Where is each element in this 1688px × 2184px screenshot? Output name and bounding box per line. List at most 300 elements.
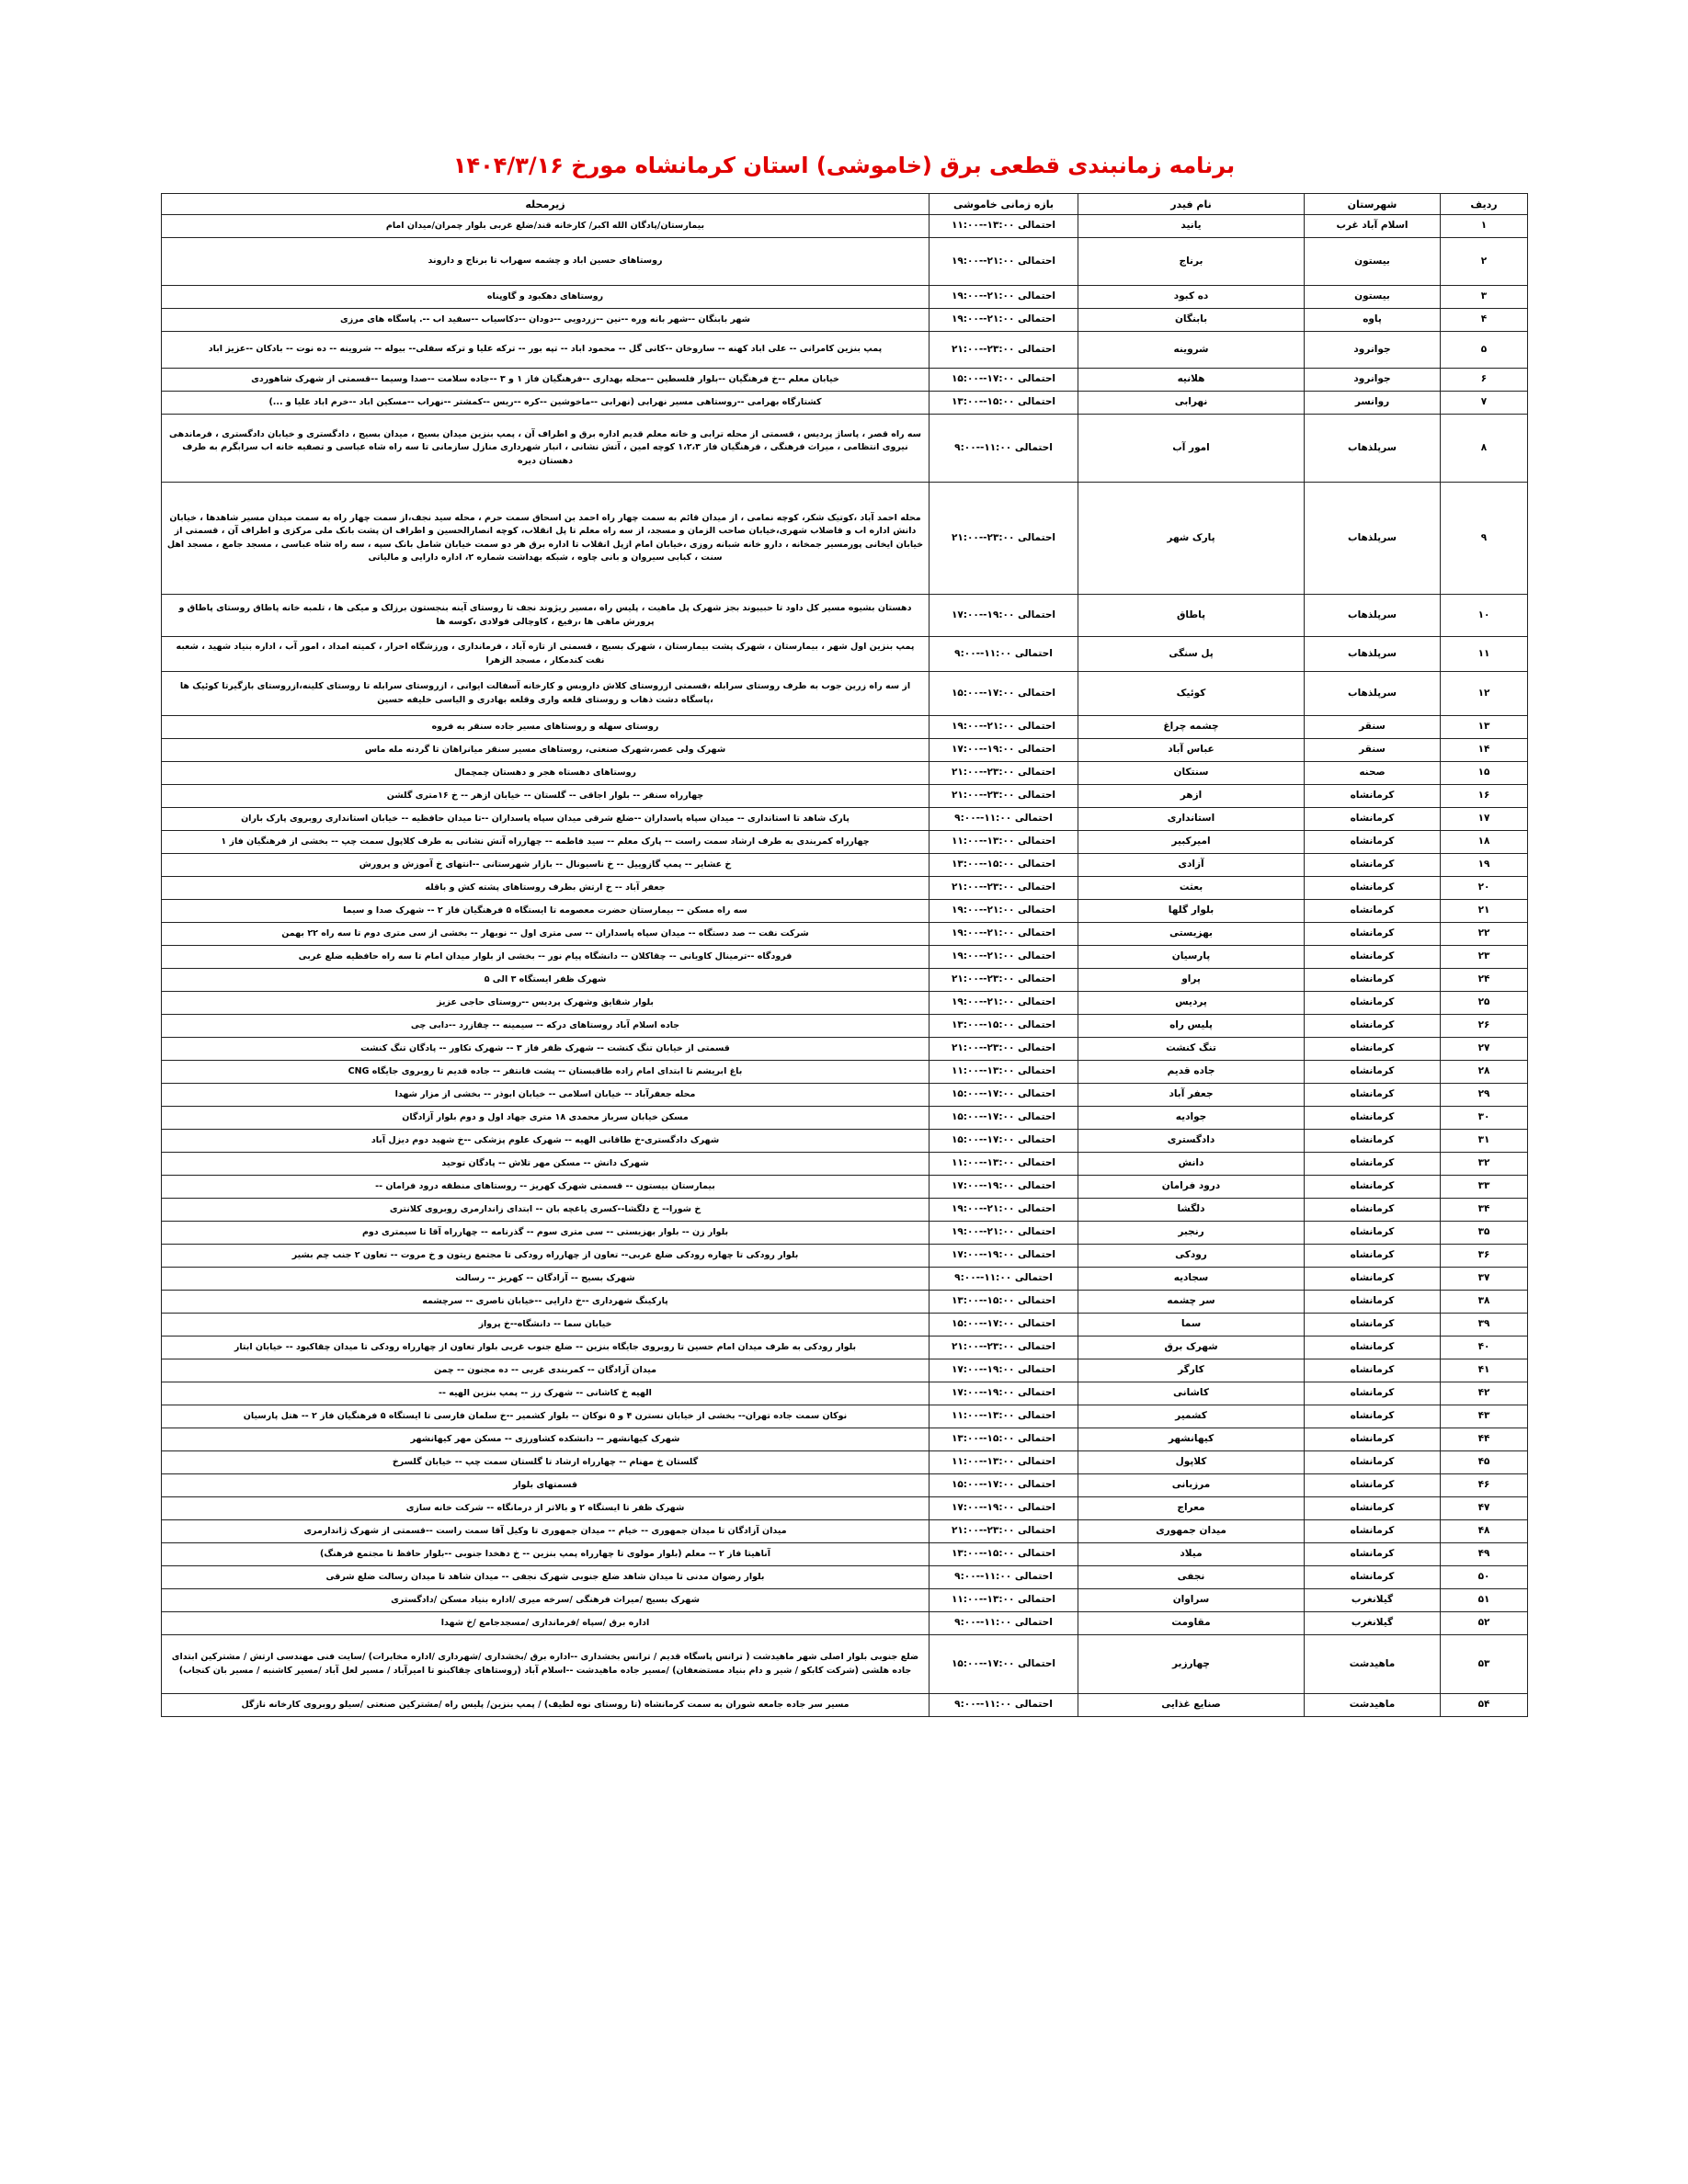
time-cell: احتمالی ۲۳:۰۰--۲۱:۰۰ [930, 785, 1078, 808]
city-cell: کرمانشاه [1305, 946, 1441, 969]
feeder-cell: شروینه [1078, 332, 1305, 369]
row-number-cell: ۴۵ [1441, 1451, 1528, 1474]
row-number-cell: ۳۸ [1441, 1291, 1528, 1314]
feeder-cell: دانش [1078, 1153, 1305, 1176]
city-cell: کرمانشاه [1305, 1291, 1441, 1314]
feeder-cell: جاده قدیم [1078, 1061, 1305, 1084]
subarea-cell: شهر بابنگان --شهر بانه وره --نین --زردویی --دودان --دکاسیاب --سفید اب --. پاسگاه های مرزی [162, 309, 930, 332]
city-cell: کرمانشاه [1305, 1130, 1441, 1153]
feeder-cell: پراو [1078, 969, 1305, 992]
city-cell: کرمانشاه [1305, 1015, 1441, 1038]
table-row [162, 877, 1528, 900]
city-cell: کرمانشاه [1305, 1107, 1441, 1130]
subarea-cell: چهارراه سنقر -- بلوار اجاقی -- گلستان -- خیابان ازهر -- خ ۱۶متری گلشن [162, 785, 930, 808]
feeder-cell: سما [1078, 1314, 1305, 1337]
header-city: شهرستان [1305, 194, 1441, 215]
table-row [162, 637, 1528, 672]
subarea-cell: بلوار زن -- بلوار بهزیستی -- سی متری سوم -- گذرنامه -- چهارراه آقا تا سیمتری دوم [162, 1222, 930, 1245]
row-number-cell: ۲۳ [1441, 946, 1528, 969]
row-number-cell: ۴ [1441, 309, 1528, 332]
city-cell: کرمانشاه [1305, 1314, 1441, 1337]
time-cell: احتمالی ۲۳:۰۰--۲۱:۰۰ [930, 762, 1078, 785]
row-number-cell: ۷ [1441, 392, 1528, 415]
time-cell: احتمالی ۱۹:۰۰--۱۷:۰۰ [930, 1359, 1078, 1382]
row-number-cell: ۳۳ [1441, 1176, 1528, 1199]
city-cell: کرمانشاه [1305, 1245, 1441, 1268]
subarea-cell: از سه راه زرین جوب به طرف روستای سرابله ،قسمتی ازروستای کلاش داروبس و کارخانه آسفالت ایوانی ، ازروستای سرابله تا روستای کلینه،ازروستای بازگیرتا کوئیک ها ،پاسگاه دشت ذهاب و روستای قلعه واری وقلعه بهادری و الیاسی خلیفه حسین [162, 672, 930, 716]
table-row [162, 672, 1528, 716]
time-cell: احتمالی ۲۳:۰۰--۲۱:۰۰ [930, 483, 1078, 595]
table-row [162, 1061, 1528, 1084]
city-cell: سرپلذهاب [1305, 483, 1441, 595]
city-cell: کرمانشاه [1305, 969, 1441, 992]
feeder-cell: پارسیان [1078, 946, 1305, 969]
time-cell: احتمالی ۱۱:۰۰--۹:۰۰ [930, 1566, 1078, 1589]
row-number-cell: ۴۷ [1441, 1497, 1528, 1520]
subarea-cell: روستای سهله و روستاهای مسیر جاده سنقر به فروه [162, 716, 930, 739]
city-cell: کرمانشاه [1305, 1543, 1441, 1566]
table-row [162, 1589, 1528, 1612]
table-row [162, 595, 1528, 637]
table-row [162, 808, 1528, 831]
subarea-cell: قسمتهای بلوار [162, 1474, 930, 1497]
time-cell: احتمالی ۱۹:۰۰--۱۷:۰۰ [930, 1382, 1078, 1405]
row-number-cell: ۳۴ [1441, 1199, 1528, 1222]
row-number-cell: ۱۹ [1441, 854, 1528, 877]
subarea-cell: محله احمد آباد ،کوتیک شکر، کوچه نمامی ، از میدان قائم به سمت چهار راه احمد بن اسحاق سمت حرم ، محله سید نجف،از سمت چهار راه به سمت میدان مسیر شاهدها ، خیابان دانش اداره اب و فاضلاب شهری،خیابان صاحب الزمان و مسجد، از سه راه معلم تا پل انقلاب، کوچه انصارالحسین و اطراف ان پشت بانک ملی مرکزی و اطراف آن ، قسمتی از خیابان ایخانی پورمسیر جمخانه ، دارو خانه شبانه روزی ،خیابان امام ازپل انقلاب تا اداره برق هر دو سمت خیابان شامل بانک سپه ، سه راه شاه عباسی ، مسجد جامع ، مسجد اهل سنت ، کبابی سیروان و بانی چاوه ، شبکه بهداشت شماره ۲، اداره دارایی و مالیاتی [162, 483, 930, 595]
table-row [162, 1107, 1528, 1130]
subarea-cell: بلوار شقایق وشهرک پردیس --روستای حاجی عزیز [162, 992, 930, 1015]
time-cell: احتمالی ۱۷:۰۰--۱۵:۰۰ [930, 1107, 1078, 1130]
city-cell: روانسر [1305, 392, 1441, 415]
city-cell: اسلام آباد غرب [1305, 215, 1441, 238]
table-row [162, 1428, 1528, 1451]
row-number-cell: ۱۶ [1441, 785, 1528, 808]
subarea-cell: گلستان خ مهنام -- چهارراه ارشاد تا گلستان سمت چپ -- خیابان گلسرخ [162, 1451, 930, 1474]
city-cell: بیستون [1305, 238, 1441, 286]
subarea-cell: شهرک بسیج -- آزادگان -- کهریز -- رسالت [162, 1268, 930, 1291]
city-cell: کرمانشاه [1305, 1451, 1441, 1474]
feeder-cell: عباس آباد [1078, 739, 1305, 762]
city-cell: بیستون [1305, 286, 1441, 309]
time-cell: احتمالی ۱۳:۰۰--۱۱:۰۰ [930, 1451, 1078, 1474]
subarea-cell: شهرک ظفر ایستگاه ۳ الی ۵ [162, 969, 930, 992]
table-row [162, 1451, 1528, 1474]
row-number-cell: ۲۷ [1441, 1038, 1528, 1061]
city-cell: کرمانشاه [1305, 1405, 1441, 1428]
subarea-cell: بلوار رضوان مدنی تا میدان شاهد ضلع جنوبی شهرک نجفی -- میدان شاهد تا میدان رسالت ضلع شرقی [162, 1566, 930, 1589]
row-number-cell: ۴۳ [1441, 1405, 1528, 1428]
subarea-cell: آناهیتا فاز ۲ -- معلم (بلوار مولوی تا چهارراه پمپ بنزین -- خ دهخدا جنوبی --بلوار حافظ تا مجتمع فرهنگ) [162, 1543, 930, 1566]
time-cell: احتمالی ۲۱:۰۰--۱۹:۰۰ [930, 1222, 1078, 1245]
subarea-cell: بیمارستان/پادگان الله اکبر/ کارخانه قند/ضلع غربی بلوار چمران/میدان امام [162, 215, 930, 238]
subarea-cell: جعفر آباد -- خ ارتش بطرف روستاهای پشته کش و باقله [162, 877, 930, 900]
table-row [162, 1130, 1528, 1153]
city-cell: سرپلذهاب [1305, 672, 1441, 716]
city-cell: کرمانشاه [1305, 1153, 1441, 1176]
row-number-cell: ۵۳ [1441, 1635, 1528, 1694]
row-number-cell: ۴۰ [1441, 1337, 1528, 1359]
row-number-cell: ۱۵ [1441, 762, 1528, 785]
feeder-cell: جوادیه [1078, 1107, 1305, 1130]
feeder-cell: پل سنگی [1078, 637, 1305, 672]
table-row [162, 1382, 1528, 1405]
subarea-cell: شهرک دادگستری-خ طاقانی الهیه -- شهرک علوم پزشکی --خ شهید دوم دیزل آباد [162, 1130, 930, 1153]
time-cell: احتمالی ۲۱:۰۰--۱۹:۰۰ [930, 900, 1078, 923]
feeder-cell: ده کبود [1078, 286, 1305, 309]
row-number-cell: ۴۴ [1441, 1428, 1528, 1451]
subarea-cell: شهرک بسیج /میراث فرهنگی /سرخه میری /اداره بنیاد مسکن /دادگستری [162, 1589, 930, 1612]
time-cell: احتمالی ۱۳:۰۰--۱۱:۰۰ [930, 1405, 1078, 1428]
feeder-cell: کشمیر [1078, 1405, 1305, 1428]
time-cell: احتمالی ۲۱:۰۰--۱۹:۰۰ [930, 946, 1078, 969]
table-row [162, 1520, 1528, 1543]
table-row [162, 238, 1528, 286]
feeder-cell: پارک شهر [1078, 483, 1305, 595]
row-number-cell: ۲ [1441, 238, 1528, 286]
feeder-cell: دادگستری [1078, 1130, 1305, 1153]
table-row [162, 1405, 1528, 1428]
feeder-cell: مقاومت [1078, 1612, 1305, 1635]
feeder-cell: سنتکان [1078, 762, 1305, 785]
city-cell: کرمانشاه [1305, 1474, 1441, 1497]
row-number-cell: ۱۳ [1441, 716, 1528, 739]
feeder-cell: کارگر [1078, 1359, 1305, 1382]
city-cell: سرپلذهاب [1305, 595, 1441, 637]
table-row [162, 716, 1528, 739]
row-number-cell: ۴۸ [1441, 1520, 1528, 1543]
time-cell: احتمالی ۲۳:۰۰--۲۱:۰۰ [930, 1520, 1078, 1543]
city-cell: سنقر [1305, 739, 1441, 762]
table-row [162, 1612, 1528, 1635]
time-cell: احتمالی ۲۱:۰۰--۱۹:۰۰ [930, 286, 1078, 309]
time-cell: احتمالی ۱۵:۰۰--۱۳:۰۰ [930, 1543, 1078, 1566]
city-cell: کرمانشاه [1305, 1359, 1441, 1382]
time-cell: احتمالی ۱۱:۰۰--۹:۰۰ [930, 808, 1078, 831]
subarea-cell: مسیر سر جاده جامعه شوران به سمت کرمانشاه (تا روستای نوه لطیف) / پمپ بنزین/ پلیس راه /مشترکین صنعتی /سیلو روبروی کارخانه نازگل [162, 1694, 930, 1717]
feeder-cell: جعفر آباد [1078, 1084, 1305, 1107]
city-cell: کرمانشاه [1305, 1497, 1441, 1520]
subarea-cell: شرکت نفت -- صد دستگاه -- میدان سپاه پاسداران -- سی متری اول -- نوبهار -- بخشی از سی متری دوم تا سه راه ۲۲ بهمن [162, 923, 930, 946]
feeder-cell: پاطاق [1078, 595, 1305, 637]
row-number-cell: ۲۵ [1441, 992, 1528, 1015]
city-cell: کرمانشاه [1305, 1199, 1441, 1222]
time-cell: احتمالی ۱۱:۰۰--۹:۰۰ [930, 415, 1078, 483]
page-title: برنامه زمانبندی قطعی برق (خاموشی) استان کرمانشاه مورخ ۱۴۰۴/۳/۱۶ [452, 153, 1236, 178]
header-row-number: ردیف [1441, 194, 1528, 215]
city-cell: کرمانشاه [1305, 1566, 1441, 1589]
time-cell: احتمالی ۲۳:۰۰--۲۱:۰۰ [930, 332, 1078, 369]
subarea-cell: بلوار رودکی تا چهاره رودکی ضلع غربی-- تعاون از چهارراه رودکی تا مجتمع زیتون و خ مروت -- تعاون ۲ جنب چم بشیر [162, 1245, 930, 1268]
subarea-cell: نوکان سمت جاده تهران-- بخشی از خیابان نسترن ۴ و ۵ نوکان -- بلوار کشمیر --خ سلمان فارسی تا ایستگاه ۵ فرهنگیان فاز ۲ -- هتل پارسیان [162, 1405, 930, 1428]
outage-schedule-table [161, 193, 1528, 1717]
table-row [162, 969, 1528, 992]
feeder-cell: آزادی [1078, 854, 1305, 877]
row-number-cell: ۴۱ [1441, 1359, 1528, 1382]
row-number-cell: ۴۲ [1441, 1382, 1528, 1405]
subarea-cell: شهرک ظفر تا ایستگاه ۲ و بالاتر از درمانگاه -- شرکت خانه سازی [162, 1497, 930, 1520]
city-cell: کرمانشاه [1305, 1337, 1441, 1359]
city-cell: کرمانشاه [1305, 854, 1441, 877]
time-cell: احتمالی ۱۹:۰۰--۱۷:۰۰ [930, 1176, 1078, 1199]
row-number-cell: ۲۸ [1441, 1061, 1528, 1084]
city-cell: جوانرود [1305, 332, 1441, 369]
feeder-cell: ازهر [1078, 785, 1305, 808]
time-cell: احتمالی ۱۹:۰۰--۱۷:۰۰ [930, 739, 1078, 762]
subarea-cell: کشتارگاه بهرامی --روستاهی مسیر نهرابی (نهرابی --ماخوشین --کره --ریس --کمشتر --نهراب --مسکین اباد --خرم اباد علیا و ...) [162, 392, 930, 415]
table-row [162, 286, 1528, 309]
table-row [162, 1153, 1528, 1176]
time-cell: احتمالی ۱۳:۰۰--۱۱:۰۰ [930, 831, 1078, 854]
feeder-cell: هلانیه [1078, 369, 1305, 392]
city-cell: کرمانشاه [1305, 831, 1441, 854]
table-row [162, 392, 1528, 415]
feeder-cell: نجفی [1078, 1566, 1305, 1589]
feeder-cell: امیرکبیر [1078, 831, 1305, 854]
table-row [162, 1038, 1528, 1061]
time-cell: احتمالی ۲۳:۰۰--۲۱:۰۰ [930, 877, 1078, 900]
row-number-cell: ۳۲ [1441, 1153, 1528, 1176]
subarea-cell: جاده اسلام آباد روستاهای درکه -- سیمینه -- چقازرد --دابی چی [162, 1015, 930, 1038]
feeder-cell: شهرک برق [1078, 1337, 1305, 1359]
feeder-cell: استانداری [1078, 808, 1305, 831]
time-cell: احتمالی ۱۷:۰۰--۱۵:۰۰ [930, 369, 1078, 392]
table-row [162, 1015, 1528, 1038]
city-cell: کرمانشاه [1305, 1084, 1441, 1107]
row-number-cell: ۳۶ [1441, 1245, 1528, 1268]
time-cell: احتمالی ۲۱:۰۰--۱۹:۰۰ [930, 1199, 1078, 1222]
table-row [162, 1474, 1528, 1497]
feeder-cell: مرزبانی [1078, 1474, 1305, 1497]
subarea-cell: قسمتی از خیابان تنگ کنشت -- شهرک ظفر فاز ۳ -- شهرک تکاور -- پادگان تنگ کنشت [162, 1038, 930, 1061]
subarea-cell: شهرک ولی عصر،شهرک صنعتی، روستاهای مسیر سنقر میانراهان تا گردنه مله ماس [162, 739, 930, 762]
table-header-row [162, 194, 1528, 215]
feeder-cell: بهزیستی [1078, 923, 1305, 946]
city-cell: گیلانغرب [1305, 1589, 1441, 1612]
feeder-cell: برناج [1078, 238, 1305, 286]
row-number-cell: ۹ [1441, 483, 1528, 595]
time-cell: احتمالی ۱۹:۰۰--۱۷:۰۰ [930, 1245, 1078, 1268]
subarea-cell: ضلع جنوبی بلوار اصلی شهر ماهیدشت ( ترانس پاسگاه قدیم / ترانس بخشداری --اداره برق /بخشداری /شهرداری /اداره مخابرات) /سایت فنی مهندسی ارتش / مشترکین ابتدای جاده هلشی (شرکت کابکو / شیر و دام بنیاد مستضعفان) /مسیر جاده ماهیدشت --اسلام آباد (روستاهای چقاکبنو تا امیرآباد / مسیر لعل آباد /مسیر کاشنبه / مسیر بان کنجاب) [162, 1635, 930, 1694]
city-cell: کرمانشاه [1305, 808, 1441, 831]
city-cell: کرمانشاه [1305, 877, 1441, 900]
subarea-cell: سه راه قصر ، پاساژ پردیس ، قسمتی از محله ترابی و خانه معلم قدیم اداره برق و اطراف آن ، پمپ بنزین میدان بسیج ، میدان بسیج ، دادگستری و خیابان دادگستری ، فرماندهی نیروی انتظامی ، میراث فرهنگی ، فرهنگیان فاز ۱،۲،۳ کوچه امین ، آتش نشانی ، انبار شهرداری منازل سازمانی تا سه راه شاه عباسی و تصفیه خانه اب سرابگرم به طرف دهستان دیره [162, 415, 930, 483]
feeder-cell: بلوار گلها [1078, 900, 1305, 923]
city-cell: کرمانشاه [1305, 1176, 1441, 1199]
subarea-cell: خ عشایر -- پمپ گازوییل -- خ ناسیونال -- بازار شهرستانی --انتهای خ آموزش و پرورش [162, 854, 930, 877]
time-cell: احتمالی ۱۵:۰۰--۱۳:۰۰ [930, 854, 1078, 877]
row-number-cell: ۵۱ [1441, 1589, 1528, 1612]
feeder-cell: کلاپول [1078, 1451, 1305, 1474]
table-row [162, 1291, 1528, 1314]
table-row [162, 1084, 1528, 1107]
time-cell: احتمالی ۱۵:۰۰--۱۳:۰۰ [930, 392, 1078, 415]
time-cell: احتمالی ۲۱:۰۰--۱۹:۰۰ [930, 992, 1078, 1015]
feeder-cell: رودکی [1078, 1245, 1305, 1268]
time-cell: احتمالی ۱۷:۰۰--۱۵:۰۰ [930, 1084, 1078, 1107]
subarea-cell: بلوار رودکی به طرف میدان امام حسین تا روبروی جایگاه بنزین -- ضلع جنوب غربی بلوار تعاون از چهارراه رودکی تا میدان چقاکبود -- خیابان ابتار [162, 1337, 930, 1359]
header-feeder: نام فیدر [1078, 194, 1305, 215]
time-cell: احتمالی ۱۱:۰۰--۹:۰۰ [930, 1268, 1078, 1291]
time-cell: احتمالی ۱۷:۰۰--۱۵:۰۰ [930, 1635, 1078, 1694]
row-number-cell: ۱۱ [1441, 637, 1528, 672]
table-row [162, 1635, 1528, 1694]
feeder-cell: بابنگان [1078, 309, 1305, 332]
feeder-cell: سر چشمه [1078, 1291, 1305, 1314]
feeder-cell: یانید [1078, 215, 1305, 238]
subarea-cell: میدان آزادگان -- کمربندی غربی -- ده مجنون -- چمن [162, 1359, 930, 1382]
subarea-cell: پارک شاهد تا استانداری -- میدان سپاه پاسداران --ضلع شرقی میدان سپاه پاسداران --تا میدان حافظیه -- خیابان استانداری روبروی پارک باران [162, 808, 930, 831]
city-cell: جوانرود [1305, 369, 1441, 392]
feeder-cell: دلگشا [1078, 1199, 1305, 1222]
city-cell: پاوه [1305, 309, 1441, 332]
table-row [162, 483, 1528, 595]
feeder-cell: چهارزبر [1078, 1635, 1305, 1694]
city-cell: کرمانشاه [1305, 900, 1441, 923]
city-cell: کرمانشاه [1305, 923, 1441, 946]
city-cell: کرمانشاه [1305, 1428, 1441, 1451]
row-number-cell: ۱۷ [1441, 808, 1528, 831]
time-cell: احتمالی ۱۳:۰۰--۱۱:۰۰ [930, 1153, 1078, 1176]
time-cell: احتمالی ۱۷:۰۰--۱۵:۰۰ [930, 1474, 1078, 1497]
time-cell: احتمالی ۱۷:۰۰--۱۵:۰۰ [930, 1314, 1078, 1337]
time-cell: احتمالی ۲۳:۰۰--۲۱:۰۰ [930, 1337, 1078, 1359]
feeder-cell: سجادیه [1078, 1268, 1305, 1291]
subarea-cell: بیمارستان بیستون -- قسمتی شهرک کهریز -- روستاهای منطقه درود فرامان -- [162, 1176, 930, 1199]
feeder-cell: کیهانشهر [1078, 1428, 1305, 1451]
row-number-cell: ۳۱ [1441, 1130, 1528, 1153]
feeder-cell: امور آب [1078, 415, 1305, 483]
table-row [162, 1694, 1528, 1717]
subarea-cell: دهستان بشیوه مسیر کل داود تا حبیبوند بجز شهرک پل ماهیت ، پلیس راه ،مسیر ریژوند نجف تا روستای آینه بنجستون برزلک و میکی ها ، تلمبه خانه پاطاق روستای پاطاق و پرورش ماهی ها ،رفیع ، کاوچالی فولادی ،کوسه ها [162, 595, 930, 637]
feeder-cell: درود فرامان [1078, 1176, 1305, 1199]
time-cell: احتمالی ۱۵:۰۰--۱۳:۰۰ [930, 1291, 1078, 1314]
row-number-cell: ۳۹ [1441, 1314, 1528, 1337]
table-row [162, 1199, 1528, 1222]
city-cell: کرمانشاه [1305, 1061, 1441, 1084]
subarea-cell: شهرک دانش -- مسکن مهر تلاش -- پادگان توحید [162, 1153, 930, 1176]
row-number-cell: ۱۰ [1441, 595, 1528, 637]
time-cell: احتمالی ۱۳:۰۰--۱۱:۰۰ [930, 1589, 1078, 1612]
table-row [162, 1337, 1528, 1359]
table-row [162, 1268, 1528, 1291]
row-number-cell: ۳۷ [1441, 1268, 1528, 1291]
table-row [162, 309, 1528, 332]
table-row [162, 369, 1528, 392]
subarea-cell: باغ ابریشم تا ابتدای امام زاده طاقبستان -- پشت فانتفر -- جاده قدیم تا روبروی جایگاه CNG [162, 1061, 930, 1084]
feeder-cell: پردیس [1078, 992, 1305, 1015]
table-row [162, 831, 1528, 854]
subarea-cell: چهارراه کمربندی به طرف ارشاد سمت راست -- پارک معلم -- سید فاطمه -- چهارراه آتش نشانی به طرف کلاپول سمت چپ -- بخشی از فرهنگیان فاز ۱ [162, 831, 930, 854]
city-cell: سنقر [1305, 716, 1441, 739]
city-cell: کرمانشاه [1305, 1520, 1441, 1543]
city-cell: ماهیدشت [1305, 1694, 1441, 1717]
table-row [162, 332, 1528, 369]
subarea-cell: محله جعفرآباد -- خیابان اسلامی -- خیابان ابوذر -- بخشی از مزار شهدا [162, 1084, 930, 1107]
row-number-cell: ۵ [1441, 332, 1528, 369]
row-number-cell: ۶ [1441, 369, 1528, 392]
subarea-cell: پمپ بنزین کامرانی -- علی اباد کهنه -- ساروخان --کانی گل -- محمود اباد -- تپه بور -- ترکه علیا و ترکه سفلی-- بیوله -- شروینه -- ده نوت -- بادکان --عزیز اباد [162, 332, 930, 369]
subarea-cell: پمپ بنزین اول شهر ، بیمارستان ، شهرک پشت بیمارستان ، شهرک بسیج ، قسمتی از تازه آباد ، فرمانداری ، ورزشگاه احرار ، کمیته امداد ، امور آب ، اداره بنیاد شهید ، شعبه نفت کندمکار ، مسجد الزهرا [162, 637, 930, 672]
table-row [162, 1314, 1528, 1337]
time-cell: احتمالی ۱۹:۰۰--۱۷:۰۰ [930, 1497, 1078, 1520]
time-cell: احتمالی ۱۳:۰۰--۱۱:۰۰ [930, 1061, 1078, 1084]
row-number-cell: ۱۸ [1441, 831, 1528, 854]
table-row [162, 1245, 1528, 1268]
subarea-cell: میدان آزادگان تا میدان جمهوری -- خیام -- میدان جمهوری تا وکیل آقا سمت راست --قسمتی از شهرک ژاندارمری [162, 1520, 930, 1543]
table-row [162, 1176, 1528, 1199]
subarea-cell: روستاهای دهکبود و گاوپناه [162, 286, 930, 309]
table-row [162, 900, 1528, 923]
feeder-cell: نهرابی [1078, 392, 1305, 415]
table-row [162, 854, 1528, 877]
row-number-cell: ۲۲ [1441, 923, 1528, 946]
row-number-cell: ۴۶ [1441, 1474, 1528, 1497]
subarea-cell: سه راه مسکن -- بیمارستان حضرت معصومه تا ایستگاه ۵ فرهنگیان فاز ۲ -- شهرک صدا و سیما [162, 900, 930, 923]
time-cell: احتمالی ۱۷:۰۰--۱۵:۰۰ [930, 672, 1078, 716]
city-cell: سرپلذهاب [1305, 415, 1441, 483]
time-cell: احتمالی ۲۳:۰۰--۲۱:۰۰ [930, 969, 1078, 992]
city-cell: کرمانشاه [1305, 992, 1441, 1015]
header-time: بازه زمانی خاموشی [930, 194, 1078, 215]
row-number-cell: ۲۰ [1441, 877, 1528, 900]
time-cell: احتمالی ۲۱:۰۰--۱۹:۰۰ [930, 238, 1078, 286]
table-row [162, 785, 1528, 808]
row-number-cell: ۱ [1441, 215, 1528, 238]
feeder-cell: صنایع غذایی [1078, 1694, 1305, 1717]
row-number-cell: ۵۴ [1441, 1694, 1528, 1717]
subarea-cell: پارکینگ شهرداری --خ دارایی --خیابان ناصری -- سرچشمه [162, 1291, 930, 1314]
time-cell: احتمالی ۱۳:۰۰--۱۱:۰۰ [930, 215, 1078, 238]
feeder-cell: میلاد [1078, 1543, 1305, 1566]
table-row [162, 923, 1528, 946]
city-cell: کرمانشاه [1305, 1222, 1441, 1245]
subarea-cell: اداره برق /سپاه /فرمانداری /مسجدجامع /خ شهدا [162, 1612, 930, 1635]
time-cell: احتمالی ۱۹:۰۰--۱۷:۰۰ [930, 595, 1078, 637]
row-number-cell: ۳۵ [1441, 1222, 1528, 1245]
city-cell: ماهیدشت [1305, 1635, 1441, 1694]
city-cell: کرمانشاه [1305, 1268, 1441, 1291]
row-number-cell: ۴۹ [1441, 1543, 1528, 1566]
row-number-cell: ۲۹ [1441, 1084, 1528, 1107]
row-number-cell: ۲۴ [1441, 969, 1528, 992]
row-number-cell: ۲۶ [1441, 1015, 1528, 1038]
header-subarea: زیرمحله [162, 194, 930, 215]
subarea-cell: خیابان سما -- دانشگاه--خ پرواز [162, 1314, 930, 1337]
subarea-cell: الهیه خ کاشانی -- شهرک رز -- پمپ بنزین الهیه -- [162, 1382, 930, 1405]
table-row [162, 1497, 1528, 1520]
time-cell: احتمالی ۱۵:۰۰--۱۳:۰۰ [930, 1428, 1078, 1451]
city-cell: کرمانشاه [1305, 785, 1441, 808]
row-number-cell: ۱۲ [1441, 672, 1528, 716]
feeder-cell: پلیس راه [1078, 1015, 1305, 1038]
time-cell: احتمالی ۲۱:۰۰--۱۹:۰۰ [930, 716, 1078, 739]
time-cell: احتمالی ۲۳:۰۰--۲۱:۰۰ [930, 1038, 1078, 1061]
table-row [162, 1222, 1528, 1245]
feeder-cell: معراج [1078, 1497, 1305, 1520]
time-cell: احتمالی ۱۵:۰۰--۱۳:۰۰ [930, 1015, 1078, 1038]
time-cell: احتمالی ۱۷:۰۰--۱۵:۰۰ [930, 1130, 1078, 1153]
row-number-cell: ۸ [1441, 415, 1528, 483]
time-cell: احتمالی ۱۱:۰۰--۹:۰۰ [930, 1694, 1078, 1717]
feeder-cell: رنجبر [1078, 1222, 1305, 1245]
table-row [162, 1543, 1528, 1566]
feeder-cell: چشمه چراغ [1078, 716, 1305, 739]
time-cell: احتمالی ۱۱:۰۰--۹:۰۰ [930, 1612, 1078, 1635]
subarea-cell: مسکن خیابان سرباز محمدی ۱۸ متری جهاد اول و دوم بلوار آزادگان [162, 1107, 930, 1130]
subarea-cell: روستاهای دهستاه هجر و دهستان چمچمال [162, 762, 930, 785]
feeder-cell: سراوان [1078, 1589, 1305, 1612]
